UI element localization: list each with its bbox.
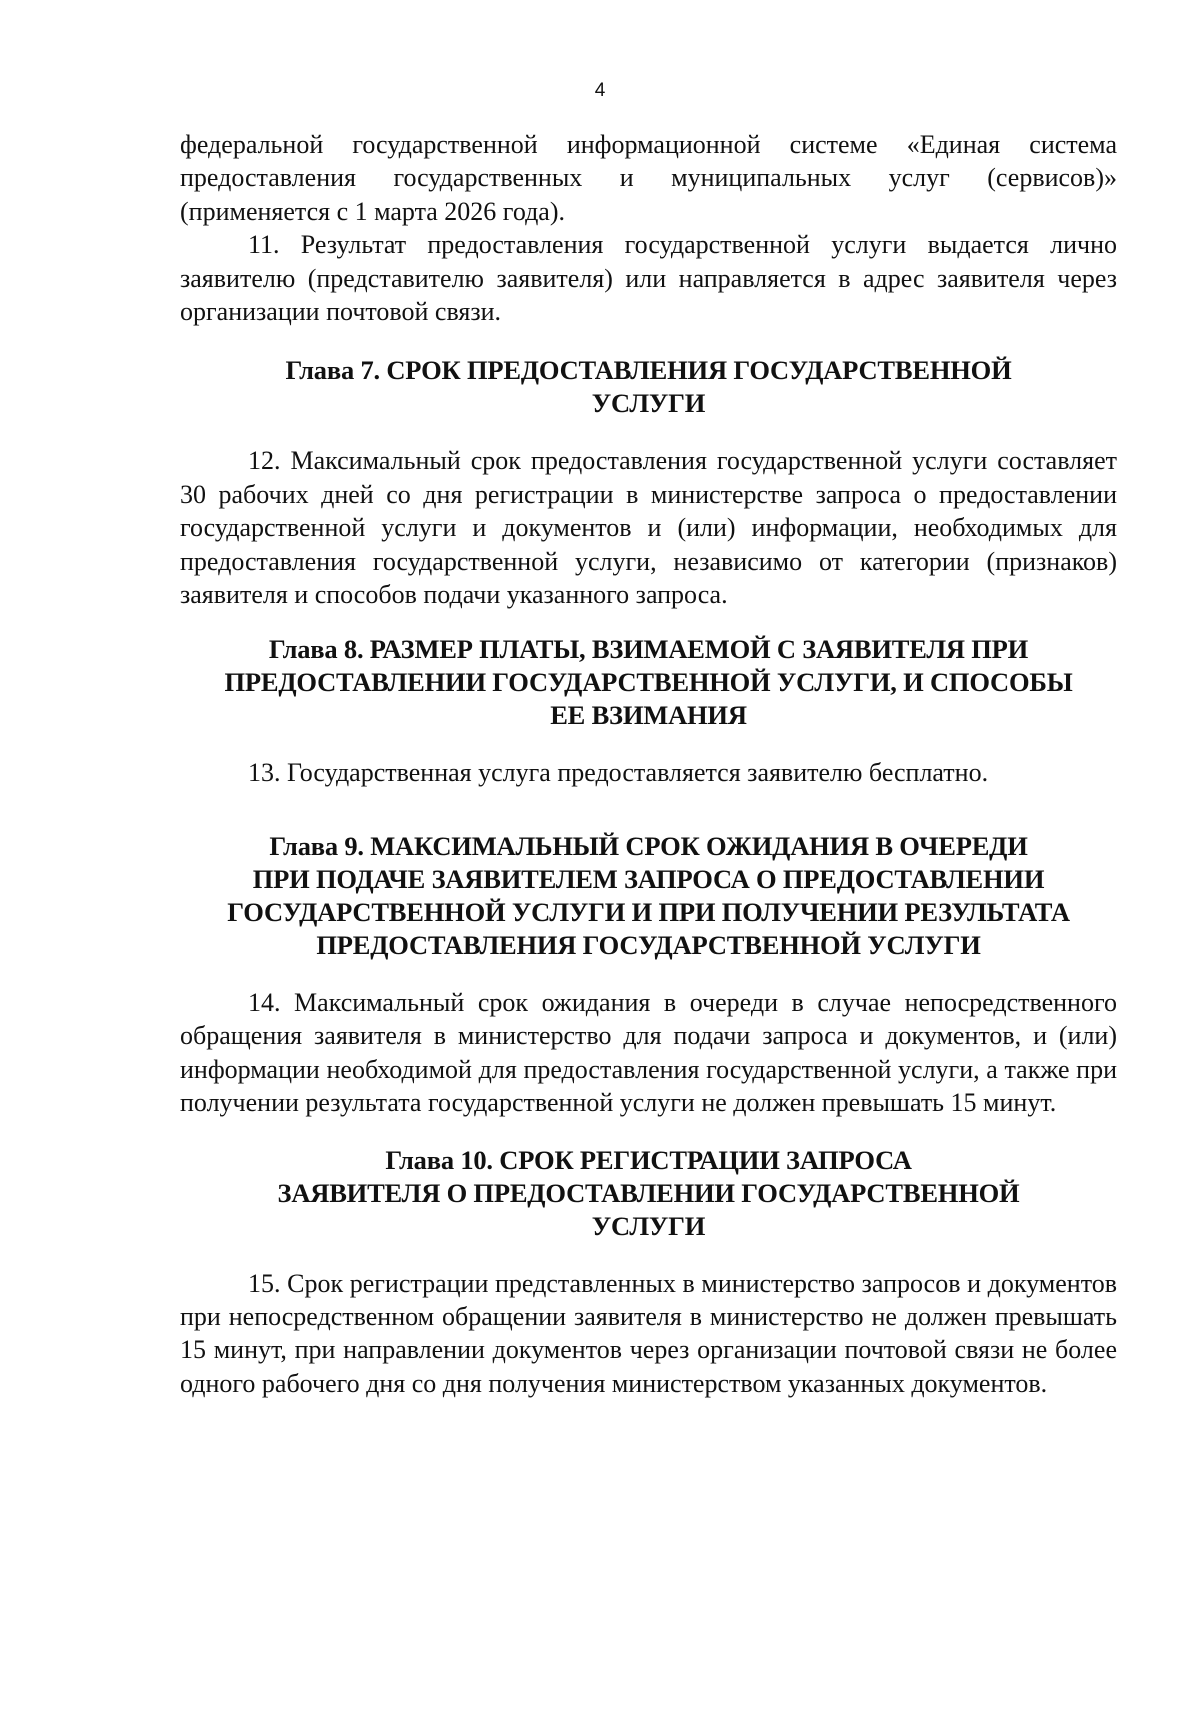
chapter-9-heading <box>180 830 1117 962</box>
paragraph-item-15: 15. Срок регистрации представленных в министерство запросов и документов при непосредственном обращении заявителя в министерство не должен превышать 15 минут, при направлении документов через организации почтовой связи не более одного рабочего дня со дня получения министерством указанных документов. <box>180 1268 1117 1398</box>
chapter-10-heading <box>180 1144 1117 1243</box>
heading-line: Глава 10. СРОК РЕГИСТРАЦИИ ЗАПРОСА <box>385 1144 912 1175</box>
paragraph-item-11: 11. Результат предоставления государственной услуги выдается лично заявителю (представителю заявителя) или направляется в адрес заявителя через организации почтовой связи. <box>180 230 1117 327</box>
heading-line: ПРЕДОСТАВЛЕНИЯ ГОСУДАРСТВЕННОЙ УСЛУГИ <box>316 929 981 960</box>
heading-line: Глава 8. РАЗМЕР ПЛАТЫ, ВЗИМАЕМОЙ С ЗАЯВИТЕЛЯ ПРИ <box>268 634 1029 665</box>
heading-line: Глава 7. СРОК ПРЕДОСТАВЛЕНИЯ ГОСУДАРСТВЕННОЙ <box>285 355 1012 386</box>
heading-line: ГОСУДАРСТВЕННОЙ УСЛУГИ И ПРИ ПОЛУЧЕНИИ РЕЗУЛЬТАТА <box>227 896 1070 927</box>
paragraph-item-12: 12. Максимальный срок предоставления государственной услуги составляет 30 рабочих дней со дня регистрации в министерстве запроса о предоставлении государственной услуги и документов и (или) информации, необходимых для предоставления государственной услуги, независимо от категории (признаков) заявителя и способов подачи указанного запроса. <box>180 446 1117 610</box>
heading-line: УСЛУГИ <box>591 1210 706 1241</box>
heading-line: УСЛУГИ <box>591 388 706 419</box>
heading-line: ПРИ ПОДАЧЕ ЗАЯВИТЕЛЕМ ЗАПРОСА О ПРЕДОСТАВЛЕНИИ <box>252 863 1045 894</box>
heading-line: ЗАЯВИТЕЛЯ О ПРЕДОСТАВЛЕНИИ ГОСУДАРСТВЕННОЙ <box>277 1177 1020 1208</box>
paragraph-item-14: 14. Максимальный срок ожидания в очереди в случае непосредственного обращения заявителя в министерство для подачи запроса и документов, и (или) информации необходимой для предоставления государственной услуги, а также при получении результата государственной услуги не должен превышать 15 минут. <box>180 987 1117 1118</box>
paragraph-item-13: 13. Государственная услуга предоставляется заявителю бесплатно. <box>248 758 989 788</box>
chapter-7-heading <box>180 354 1117 420</box>
heading-line: ЕЕ ВЗИМАНИЯ <box>550 700 747 731</box>
heading-line: Глава 9. МАКСИМАЛЬНЫЙ СРОК ОЖИДАНИЯ В ОЧЕРЕДИ <box>269 830 1028 861</box>
page-number: 4 <box>594 80 606 101</box>
document-body <box>180 128 1117 1400</box>
paragraph-continuation: федеральной государственной информационной системе «Единая система предоставления государственных и муниципальных услуг (сервисов)» (применяется с 1 марта 2026 года). <box>180 130 1117 226</box>
heading-line: ПРЕДОСТАВЛЕНИИ ГОСУДАРСТВЕННОЙ УСЛУГИ, И СПОСОБЫ <box>224 667 1073 698</box>
chapter-8-heading <box>180 633 1117 732</box>
